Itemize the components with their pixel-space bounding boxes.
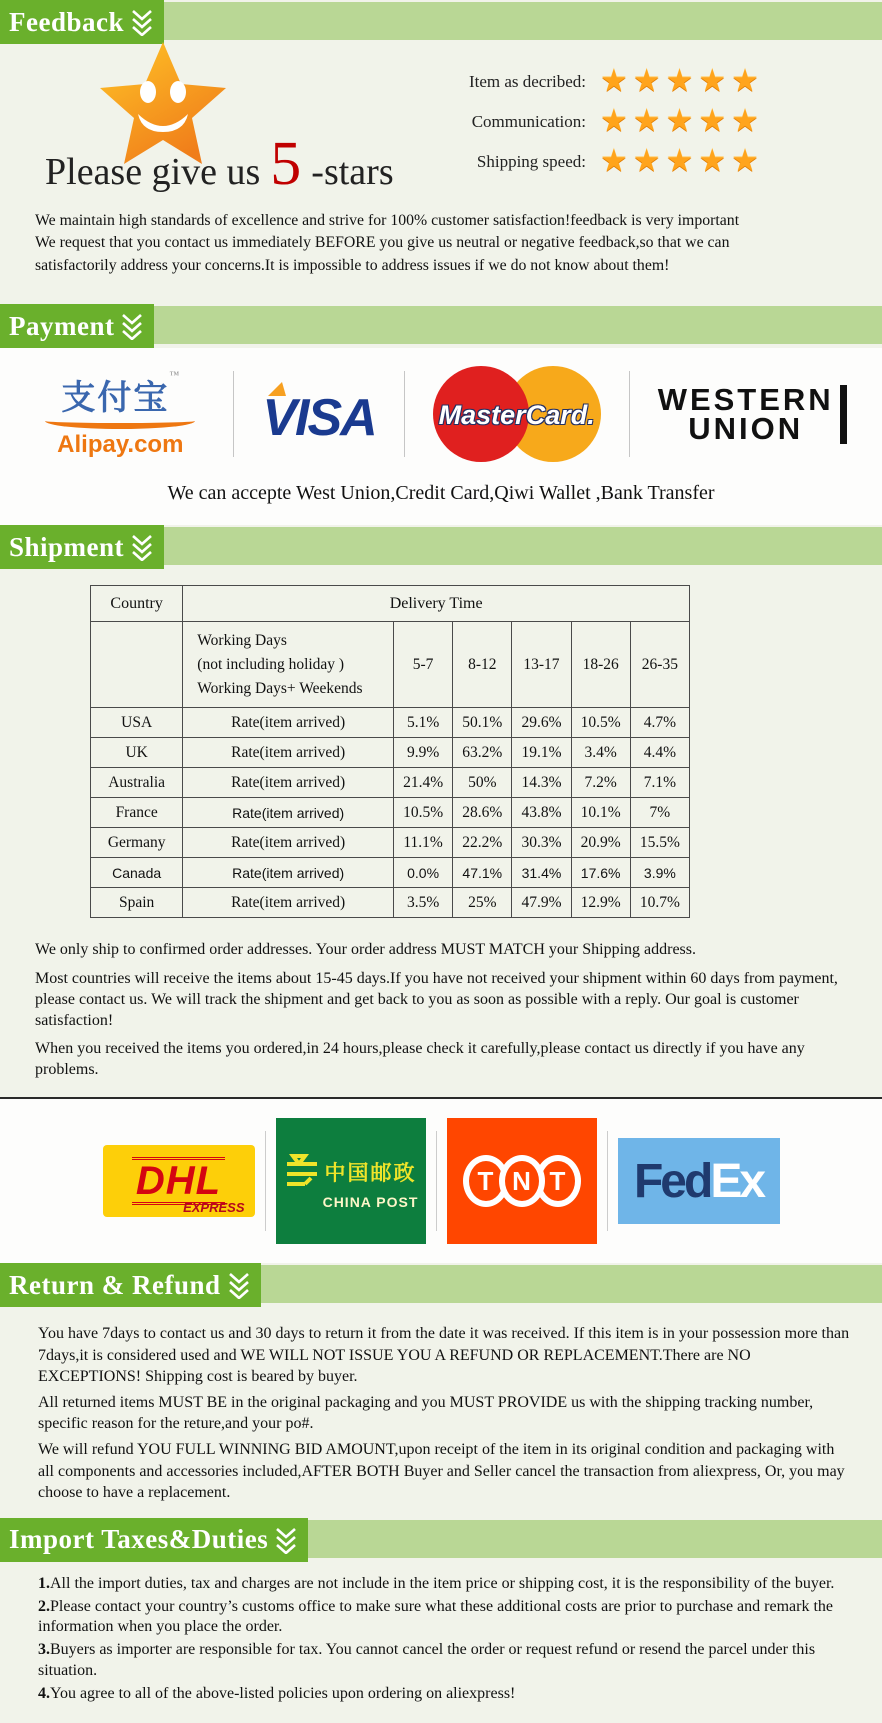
feedback-header-label: Feedback — [9, 6, 124, 37]
import-tax-item: 1.All the import duties, tax and charges are not include in the item price or shipping cost, it is the responsibility of the buyer. — [38, 1574, 835, 1592]
western-union-line1: WESTERN — [657, 381, 834, 417]
rate-value-cell: 9.9% — [394, 738, 453, 768]
payment-header-button[interactable] — [0, 304, 154, 348]
weekends-line: Working Days+ Weekends — [197, 679, 363, 697]
rate-value-cell: 4.7% — [630, 708, 689, 738]
rate-value-cell: 20.9% — [571, 828, 630, 858]
rate-value-cell: 15.5% — [630, 828, 689, 858]
rate-label-cell: Rate(item arrived) — [183, 858, 394, 888]
chevron-double-down-icon — [130, 8, 154, 36]
ratings-list — [438, 63, 858, 186]
country-cell: Canada — [91, 858, 183, 888]
rate-value-cell: 12.9% — [571, 888, 630, 918]
rate-label-cell: Rate(item arrived) — [183, 798, 394, 828]
dhl-express-text: EXPRESS — [183, 1200, 245, 1216]
holiday-note-line: (not including holiday ) — [197, 655, 345, 673]
rate-value-cell: 10.5% — [394, 798, 453, 828]
rate-value-cell: 5.1% — [394, 708, 453, 738]
payment-logos — [0, 362, 882, 466]
country-cell: Germany — [91, 828, 183, 858]
table-row — [91, 888, 690, 918]
rate-value-cell: 19.1% — [512, 738, 571, 768]
feedback-hero — [0, 44, 882, 196]
feedback-note — [35, 210, 857, 277]
shipment-table-body — [91, 708, 690, 918]
table-header-row — [91, 586, 690, 622]
tnt-letter: T — [477, 1165, 494, 1196]
rate-value-cell: 28.6% — [453, 798, 512, 828]
rate-value-cell: 22.2% — [453, 828, 512, 858]
tnt-letter: T — [549, 1165, 566, 1196]
rate-value-cell: 29.6% — [512, 708, 571, 738]
rating-label: Item as decribed: — [468, 71, 586, 91]
mastercard-logo — [433, 364, 601, 464]
rate-value-cell: 63.2% — [453, 738, 512, 768]
shipment-note: We only ship to confirmed order addresses. Your order address MUST MATCH your Shipping address. — [35, 941, 697, 959]
table-row — [91, 798, 690, 828]
import-header-label: Import Taxes&Duties — [9, 1524, 269, 1555]
country-cell: UK — [91, 738, 183, 768]
section-header-feedback — [0, 0, 882, 44]
delivery-time-header-cell: Delivery Time — [183, 586, 690, 622]
rate-value-cell: 47.9% — [512, 888, 571, 918]
rate-value-cell: 7% — [630, 798, 689, 828]
empty-cell — [91, 622, 183, 708]
alipay-logo — [35, 370, 205, 459]
section-header-shipment — [0, 525, 882, 569]
rate-value-cell: 25% — [453, 888, 512, 918]
delivery-time-table — [90, 585, 690, 918]
payment-block — [0, 348, 882, 525]
rate-value-cell: 50.1% — [453, 708, 512, 738]
tnt-ring — [499, 1155, 545, 1207]
courier-logos — [0, 1099, 882, 1263]
import-tax-item-number: 1. — [38, 1574, 50, 1592]
rate-value-cell: 50% — [453, 768, 512, 798]
range-header-cell: 18-26 — [571, 622, 630, 708]
range-header-cell: 26-35 — [630, 622, 689, 708]
visa-text: VISA — [262, 389, 376, 448]
separator — [233, 371, 234, 457]
import-tax-item: 4.You agree to all of the above-listed policies upon ordering on aliexpress! — [38, 1684, 516, 1702]
rate-label-cell: Rate(item arrived) — [183, 768, 394, 798]
mastercard-text: MasterCard. — [438, 400, 595, 431]
shipment-header-label: Shipment — [9, 531, 125, 562]
section-header-import — [0, 1518, 882, 1562]
rating-row — [438, 63, 858, 99]
working-days-cell — [183, 622, 394, 708]
table-row — [91, 828, 690, 858]
country-cell: USA — [91, 708, 183, 738]
rate-label-cell: Rate(item arrived) — [183, 888, 394, 918]
plea-suffix: -stars — [311, 151, 394, 193]
range-header-cell: 5-7 — [394, 622, 453, 708]
rate-value-cell: 17.6% — [571, 858, 630, 888]
country-cell: Australia — [91, 768, 183, 798]
import-header-button[interactable] — [0, 1518, 308, 1562]
shipment-notes — [35, 940, 859, 1081]
rate-value-cell: 30.3% — [512, 828, 571, 858]
import-taxes-list — [38, 1574, 854, 1705]
shipment-note: Most countries will receive the items about 15-45 days.If you have not received your shipment within 60 days from payment, please contact us. We will track the shipment and get back to you as soon as possible with a reply. Our goal is customer satisfaction! — [35, 970, 838, 1029]
rate-value-cell: 21.4% — [394, 768, 453, 798]
refund-paragraph: All returned items MUST BE in the original packaging and you MUST PROVIDE us with the shipping tracking number, specific reason for the reture,and your po#. — [38, 1393, 814, 1433]
rating-label: Shipping speed: — [476, 151, 586, 171]
rating-row — [438, 103, 858, 139]
feedback-header-button[interactable] — [0, 0, 164, 44]
rating-stars-icon: ★★★★★ — [600, 143, 764, 179]
china-post-english-text: CHINA POST — [322, 1194, 419, 1211]
visa-logo — [262, 380, 375, 448]
tnt-logo — [447, 1118, 597, 1244]
chevron-double-down-icon — [130, 533, 154, 561]
rate-label-cell: Rate(item arrived) — [183, 828, 394, 858]
rate-value-cell: 7.1% — [630, 768, 689, 798]
range-header-cell: 8-12 — [453, 622, 512, 708]
shipment-note: When you received the items you ordered,in 24 hours,please check it carefully,please contact us directly if you have any problems. — [35, 1040, 805, 1079]
rate-value-cell: 3.5% — [394, 888, 453, 918]
country-cell: France — [91, 798, 183, 828]
alipay-domain: Alipay.com — [57, 430, 184, 458]
rate-value-cell: 11.1% — [394, 828, 453, 858]
refund-header-button[interactable] — [0, 1263, 261, 1307]
rate-value-cell: 31.4% — [512, 858, 571, 888]
china-post-chinese-text: 中国邮政 — [324, 1161, 417, 1186]
separator — [404, 371, 405, 457]
country-cell: Spain — [91, 888, 183, 918]
refund-header-label: Return & Refund — [9, 1269, 221, 1300]
section-header-payment — [0, 304, 882, 348]
chevron-double-down-icon — [227, 1271, 251, 1299]
rate-value-cell: 4.4% — [630, 738, 689, 768]
rate-value-cell: 47.1% — [453, 858, 512, 888]
feedback-note-line: We request that you contact us immediately BEFORE you give us neutral or negative feedback,so that we can — [35, 234, 730, 252]
range-header-cell: 13-17 — [512, 622, 571, 708]
separator — [436, 1131, 437, 1231]
alipay-tm: ™ — [169, 369, 180, 381]
rate-label-cell: Rate(item arrived) — [183, 708, 394, 738]
dhl-text: DHL — [132, 1157, 225, 1205]
rate-value-cell: 7.2% — [571, 768, 630, 798]
shipment-table-head — [91, 586, 690, 708]
plea-number: 5 — [270, 130, 302, 198]
rate-value-cell: 43.8% — [512, 798, 571, 828]
table-row — [91, 738, 690, 768]
dhl-logo — [103, 1145, 255, 1217]
feedback-note-line: satisfactorily address your concerns.It is impossible to address issues if we do not know about them! — [35, 256, 670, 274]
table-row — [91, 708, 690, 738]
country-header-cell: Country — [91, 586, 183, 622]
visa-flag — [268, 382, 286, 396]
import-tax-item: 3.Buyers as importer are responsible for tax. You cannot cancel the order or request refund or resend the parcel under this situation. — [38, 1641, 816, 1679]
rate-value-cell: 10.7% — [630, 888, 689, 918]
payment-accept-note: We can accepte West Union,Credit Card,Qiwi Wallet ,Bank Transfer — [167, 482, 715, 505]
rate-value-cell: 14.3% — [512, 768, 571, 798]
import-tax-item-number: 4. — [38, 1684, 50, 1702]
separator — [265, 1131, 266, 1231]
import-tax-item-number: 2. — [38, 1597, 50, 1615]
china-post-emblem-icon — [285, 1152, 319, 1192]
rating-stars-icon: ★★★★★ — [600, 63, 764, 99]
fedex-logo — [618, 1138, 780, 1224]
western-union-logo — [657, 381, 847, 447]
working-days-line: Working Days — [197, 631, 287, 649]
rate-value-cell: 10.5% — [571, 708, 630, 738]
import-tax-item-number: 3. — [38, 1641, 50, 1659]
western-union-line2: UNION — [688, 411, 804, 447]
table-subheader-row — [91, 622, 690, 708]
tnt-letter: N — [512, 1165, 531, 1196]
rate-value-cell: 3.9% — [630, 858, 689, 888]
table-row — [91, 768, 690, 798]
refund-paragraph: We will refund YOU FULL WINNING BID AMOUNT,upon receipt of the item in its original condition and packaging with all components and accessories included,AFTER BOTH Buyer and Seller cancel the transaction from aliexpress, Or, you may choose to have a replacement. — [38, 1441, 845, 1502]
table-row — [91, 858, 690, 888]
feedback-note-line: We maintain high standards of excellence and strive for 100% customer satisfaction!feedback is very important — [35, 212, 740, 229]
plea-prefix: Please give us — [45, 151, 261, 193]
refund-text — [38, 1323, 850, 1504]
plea-line — [45, 130, 394, 198]
import-tax-item: 2.Please contact your country’s customs office to make sure what these additional costs are prior to purchase and remark the information when you place the order. — [38, 1597, 834, 1636]
rate-value-cell: 0.0% — [394, 858, 453, 888]
alipay-chinese-text: 支付宝 — [61, 379, 170, 417]
payment-header-label: Payment — [9, 310, 115, 341]
rate-label-cell: Rate(item arrived) — [183, 738, 394, 768]
fedex-fed-text: Fed — [633, 1154, 711, 1208]
section-header-refund — [0, 1263, 882, 1307]
refund-paragraph: You have 7days to contact us and 30 days to return it from the date it was received. If this item is in your possession more than 7days,it is considered used and WE WILL NOT ISSUE YOU A REFUND OR REPLACEMENT.There are NO EXCEPTIONS! Shipping cost is beared by buyer. — [38, 1325, 850, 1386]
rating-stars-icon: ★★★★★ — [600, 103, 764, 139]
rate-value-cell: 10.1% — [571, 798, 630, 828]
separator — [629, 371, 630, 457]
rating-label: Communication: — [471, 111, 586, 131]
rate-value-cell: 3.4% — [571, 738, 630, 768]
shipment-header-button[interactable] — [0, 525, 164, 569]
rating-row — [438, 143, 858, 179]
fedex-ex-text: Ex — [710, 1154, 764, 1208]
chevron-double-down-icon — [120, 312, 144, 340]
china-post-logo — [276, 1118, 426, 1244]
chevron-double-down-icon — [274, 1526, 298, 1554]
separator — [607, 1131, 608, 1231]
